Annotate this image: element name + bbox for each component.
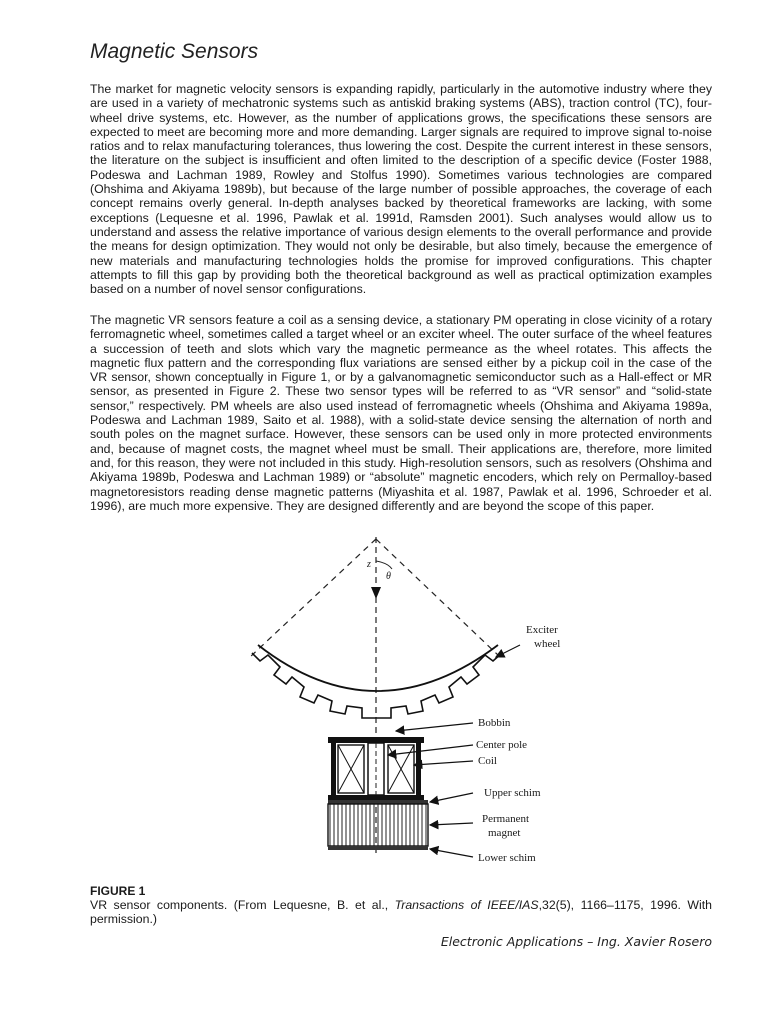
z-arrow [371, 587, 381, 599]
lower-schim-label: Lower schim [478, 852, 536, 864]
caption-suffix: ,32(5), 1166–1175, 1996. With permission.) [90, 898, 713, 927]
z-label: z [367, 559, 371, 570]
vr-sensor-svg [208, 527, 598, 877]
lower-shim [328, 846, 428, 850]
figure-number: FIGURE 1 [90, 884, 146, 898]
caption-journal: Transactions of IEEE/IAS [394, 898, 539, 912]
upper-schim-label: Upper schim [484, 787, 541, 799]
coil-label: Coil [478, 755, 497, 767]
exciter-wheel-inner-arc [258, 645, 498, 691]
body-paragraph-2: The magnetic VR sensors feature a coil as a sensing device, a stationary PM operating in close vicinity of a rotary ferromagnetic wheel, sometimes called a target wheel or an exciter wheel. The outer surface of the wheel features a succession of teeth and slots which vary the magnetic permeance as the wheel rotates. This affects the magnetic flux pattern and the corresponding flux variations are sensed either by a pickup coil in the case of the VR sensor, shown conceptually in Figure 1, or by a galvanomagnetic semiconductor such as a Hall-effect or MR sensor, as presented in Figure 2. These two sensor types will be referred to as “VR sensor” and “solid-state sensor,” respectively. PM wheels are also used instead of ferromagnetic wheels (Ohshima and Akiyama 1989a, Podeswa and Lachman 1989, Saito et al. 1988), with a solid-state device sensing the alternation of north and south poles on the magnet surface. However, these sensors can be used only in more protected environments and, because of magnet costs, the magnet wheel must be small. Their applications are, therefore, more limited and, for this reason, they were not included in this study. High-resolution sensors, such as resolvers (Ohshima and Akiyama 1989b, Podeswa and Lachman 1989) or “absolute” magnetic encoders, which rely on Permalloy-based magnetoresistors reading dense magnetic patterns (Miyashita et al. 1987, Pawlak et al. 1996, Schroeder et al. 1996), are much more expensive. They are designed differently and are beyond the scope of this paper. [90, 313, 712, 513]
center-pole-label: Center pole [476, 739, 528, 751]
theta-arc [376, 561, 392, 569]
figure-caption [90, 898, 712, 927]
body-paragraph-1: The market for magnetic velocity sensors is expanding rapidly, particularly in the automotive industry where they are used in a variety of mechatronic systems such as antiskid braking systems (ABS), traction control (TC), four-wheel drive systems, etc. However, as the number of applications grows, the specifications these sensors are expected to meet are becoming more and more demanding. Larger signals are required to improve signal to-noise ratios and to relax manufacturing tolerances, thus lowering the cost. Despite the current interest in these sensors, the literature on the subject is insufficient and often limited to the description of a specific device (Foster 1988, Podeswa and Lachman 1989, Rowley and Stolfus 1990). Sometimes various technologies are compared (Ohshima and Akiyama 1989b), but because of the large number of possible approaches, the coverage of each concept remains overly general. In-depth analyses backed by theoretical frameworks are lacking, with some exceptions (Lequesne et al. 1996, Pawlak et al. 1991d, Ramsden 2001). Such analyses would allow us to understand and assess the relative importance of various design elements to the overall performance and provide the means for design optimization. They would not only be desirable, but also timely, because the emergence of new materials and manufacturing technologies holds the promise for improved configurations. This chapter attempts to fill this gap by providing both the theoretical background as well as practical optimization examples based on a number of novel sensor configurations. [90, 82, 712, 297]
bobbin-label: Bobbin [478, 717, 511, 729]
page-title: Magnetic Sensors [90, 40, 259, 63]
theta-label: θ [386, 571, 391, 582]
exciter-wheel-label-1: Exciter [526, 624, 558, 636]
radial-guides [250, 539, 500, 657]
caption-prefix: VR sensor components. (From Lequesne, B. et al., [90, 898, 395, 912]
magnet-label-1: Permanent [482, 813, 530, 825]
footer-credit: Electronic Applications – Ing. Xavier Rosero [440, 934, 712, 949]
figure-vr-sensor-diagram [208, 527, 598, 877]
exciter-wheel-teeth [252, 653, 502, 718]
exciter-wheel-label-2: wheel [534, 638, 561, 650]
magnet-label-2: magnet [488, 827, 521, 839]
coil-left [338, 745, 364, 793]
permanent-magnet [328, 804, 428, 846]
